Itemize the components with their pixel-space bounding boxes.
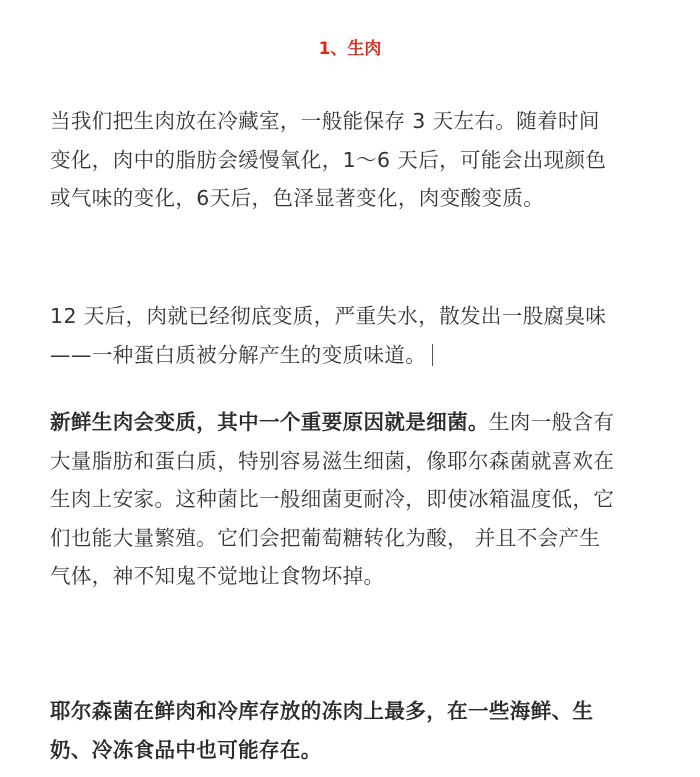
paragraph-bacteria bbox=[50, 403, 616, 596]
paragraph-storage-time: 当我们把生肉放在冷藏室，一般能保存 3 天左右。随着时间变化，肉中的脂肪会缓慢氧化，1～6 天后，可能会出现颜色或气味的变化，6天后，色泽显著变化，肉变酸变质。 bbox=[50, 109, 607, 210]
text-cursor bbox=[432, 344, 433, 366]
section-heading: 1、生肉 bbox=[318, 39, 382, 59]
paragraph-spoilage bbox=[50, 297, 616, 374]
paragraph-yersinia-sources: 耶尔森菌在鲜肉和冷库存放的冻肉上最多，在一些海鲜、生奶、冷冻食品中也可能存在。 bbox=[50, 699, 594, 762]
paragraph-spoilage-text: 12 天后，肉就已经彻底变质，严重失水，散发出一股腐臭味——一种蛋白质被分解产生的变质味道。 bbox=[50, 304, 607, 367]
paragraph-bacteria-body: 生肉一般含有大量脂肪和蛋白质，特别容易滋生细菌，像耶尔森菌就喜欢在生肉上安家。这种菌比一般细菌更耐冷，即使冰箱温度低，它们也能大量繁殖。它们会把葡萄糖转化为酸， 并且不会产生气体，神不知鬼不觉地让食物坏掉。 bbox=[50, 410, 615, 588]
paragraph-bacteria-emphasis: 新鲜生肉会变质，其中一个重要原因就是细菌。 bbox=[50, 410, 489, 434]
